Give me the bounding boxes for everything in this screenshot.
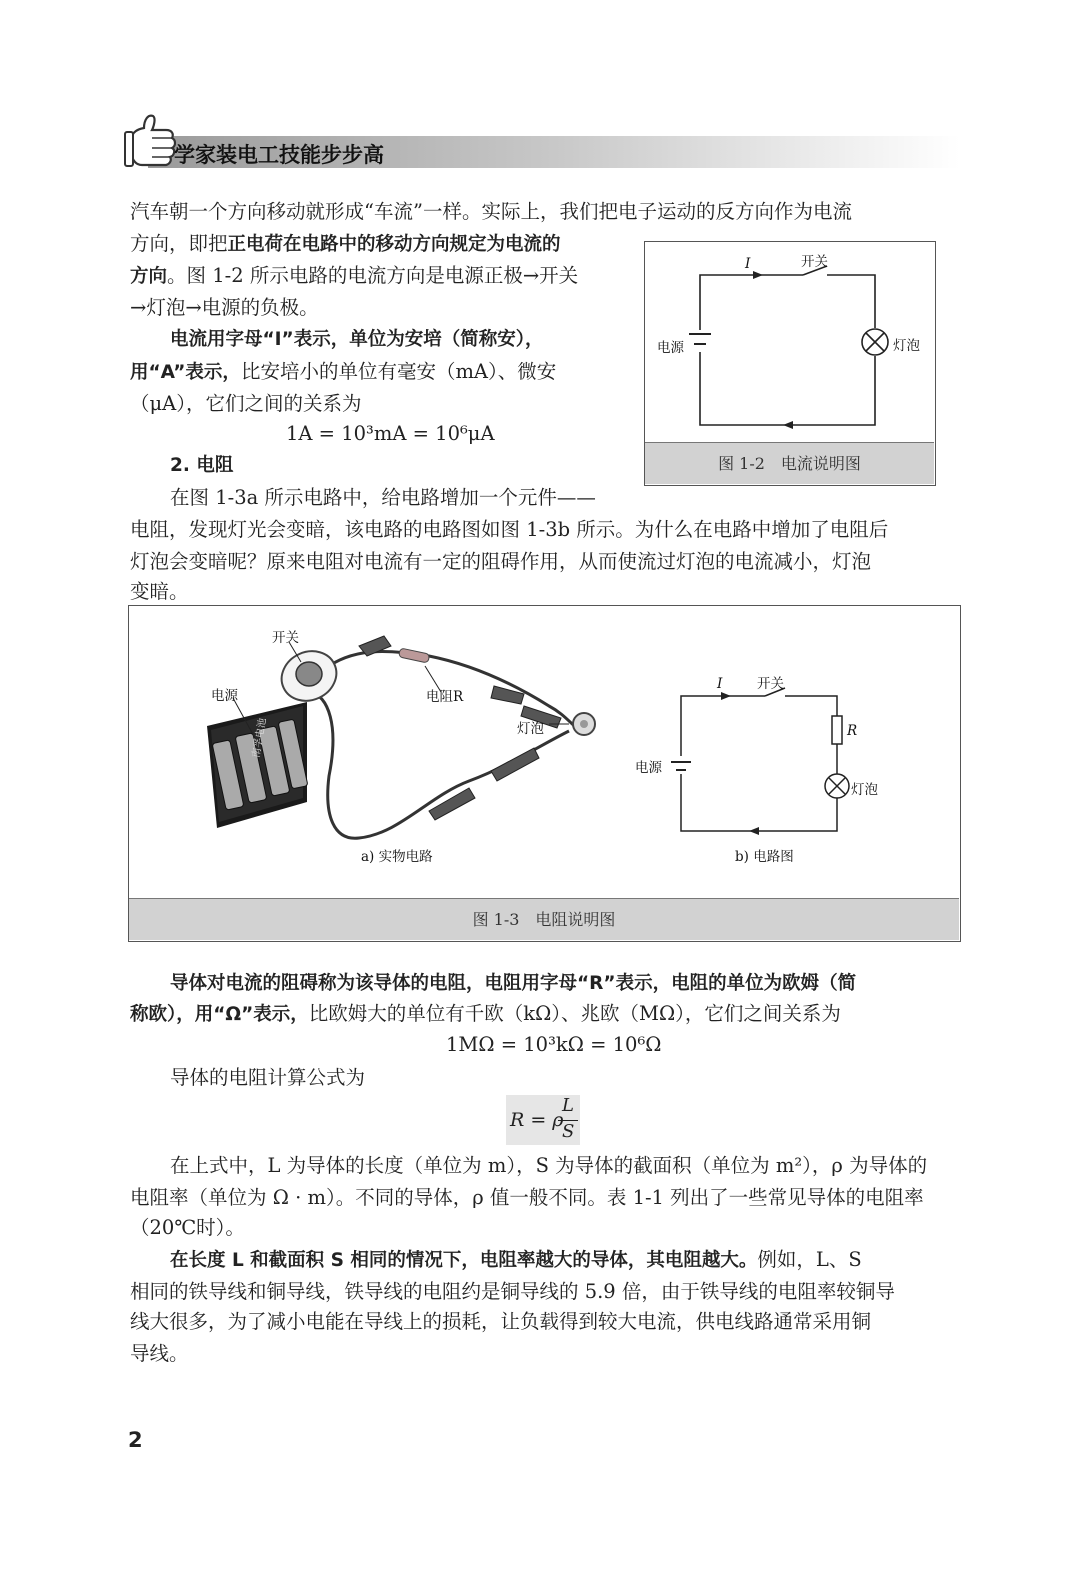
subcaption-b: b) 电路图 xyxy=(735,849,794,865)
page-header xyxy=(120,108,960,168)
switch-button xyxy=(296,662,322,686)
clip xyxy=(429,788,475,820)
text-line: 相同的铁导线和铜导线，铁导线的电阻约是铜导线的 5.9 倍，由于铁导线的电阻率较铜导 xyxy=(130,1280,895,1303)
current-label: I xyxy=(745,256,751,272)
text-line: 导线。 xyxy=(130,1342,189,1365)
text-line xyxy=(130,356,556,389)
text-span: 比欧姆大的单位有千欧（kΩ）、兆欧（MΩ），它们之间关系为 xyxy=(308,1002,841,1025)
text-line xyxy=(130,998,841,1031)
text-line xyxy=(130,260,578,293)
photo-resistor-label: 电阻R xyxy=(426,689,464,705)
switch-label: 开关 xyxy=(757,676,784,692)
bulb-label: 灯泡 xyxy=(893,338,920,354)
text-line: 电阻率（单位为 Ω · m）。不同的导体，ρ 值一般不同。表 1-1 列出了一些常见导体的电阻率 xyxy=(130,1186,924,1209)
current-arrow-bottom xyxy=(783,421,793,429)
emphasis-span: 方向 xyxy=(130,266,168,287)
battery-brand-text: 南孚电池 xyxy=(250,717,269,759)
text-line: （μA），它们之间的关系为 xyxy=(130,392,362,415)
text-span: 比安培小的单位有毫安（mA）、微安 xyxy=(240,360,557,383)
clip xyxy=(491,748,539,781)
figure-caption: 图 1-2 电流说明图 xyxy=(645,442,934,484)
text-line: 变暗。 xyxy=(130,580,189,603)
text-line: 汽车朝一个方向移动就形成“车流”一样。实际上，我们把电子运动的反方向作为电流 xyxy=(130,200,852,223)
circuit-diagram-1-2 xyxy=(645,242,935,442)
text-line: 在上式中，L 为导体的长度（单位为 m），S 为导体的截面积（单位为 m²），ρ 为导体的 xyxy=(170,1154,928,1177)
text-line: 线大很多，为了减小电能在导线上的损耗，让负载得到较大电流，供电线路通常采用铜 xyxy=(130,1310,872,1333)
figure-1-2 xyxy=(644,241,936,486)
current-label: I xyxy=(717,676,723,692)
text-span: 。图 1-2 所示电路的电流方向是电源正极→开关 xyxy=(167,264,579,287)
text-line: →灯泡→电源的负极。 xyxy=(130,296,319,319)
text-line: 电流用字母“I”表示，单位为安培（简称安）， xyxy=(170,329,544,350)
current-arrow-bottom xyxy=(749,827,759,835)
bulb-label: 灯泡 xyxy=(851,782,878,798)
resistor-body xyxy=(398,648,429,663)
circuit-diagram-1-3b xyxy=(629,666,859,846)
subcaption-a: a) 实物电路 xyxy=(361,849,433,865)
text-line: 导体的电阻计算公式为 xyxy=(170,1066,366,1089)
figure-caption: 图 1-3 电阻说明图 xyxy=(129,898,959,940)
source-label: 电源 xyxy=(657,340,684,356)
figure-1-3 xyxy=(128,605,961,942)
current-arrow-top xyxy=(753,271,763,279)
header-title: 学家装电工技能步步高 xyxy=(174,143,384,167)
formula-lhs: R = ρ xyxy=(510,1109,564,1131)
resistance-formula xyxy=(506,1095,580,1145)
page-number: 2 xyxy=(128,1428,143,1452)
text-line xyxy=(130,228,561,261)
photo-bulb-label: 灯泡 xyxy=(517,721,544,737)
current-arrow-top xyxy=(721,692,731,700)
text-span: 方向，即把 xyxy=(130,232,228,255)
emphasis-span: 在长度 L 和截面积 S 相同的情况下，电阻率越大的导体，其电阻越大。 xyxy=(170,1250,758,1271)
text-line: 导体对电流的阻碍称为该导体的电阻，电阻用字母“R”表示，电阻的单位为欧姆（简 xyxy=(170,973,857,994)
formula-numerator: L xyxy=(562,1095,574,1116)
text-span: 例如，L、S xyxy=(757,1248,862,1271)
text-line: （20℃时）。 xyxy=(130,1216,245,1239)
formula-denominator: S xyxy=(562,1121,575,1142)
text-line: 灯泡会变暗呢？原来电阻对电流有一定的阻碍作用，从而使流过灯泡的电流减小，灯泡 xyxy=(130,550,872,573)
resistor-symbol xyxy=(832,716,842,744)
resistor-label: R xyxy=(847,723,858,739)
emphasis-span: 正电荷在电路中的移动方向规定为电流的 xyxy=(227,234,561,255)
emphasis-span: 用“A”表示， xyxy=(130,362,241,383)
text-line xyxy=(170,1244,862,1277)
emphasis-span: 称欧），用“Ω”表示， xyxy=(130,1004,309,1025)
equation: 1A = 10³mA = 10⁶μA xyxy=(286,422,495,445)
equation: 1MΩ = 10³kΩ = 10⁶Ω xyxy=(446,1033,662,1056)
photo-switch-label: 开关 xyxy=(272,630,299,646)
switch-label: 开关 xyxy=(801,254,828,270)
photo-source-label: 电源 xyxy=(211,688,238,704)
source-label: 电源 xyxy=(635,760,662,776)
section-heading: 2. 电阻 xyxy=(170,455,234,476)
text-line: 电阻，发现灯光会变暗，该电路的电路图如图 1-3b 所示。为什么在电路中增加了电阻后 xyxy=(130,518,889,541)
text-line: 在图 1-3a 所示电路中，给电路增加一个元件—— xyxy=(170,486,596,509)
